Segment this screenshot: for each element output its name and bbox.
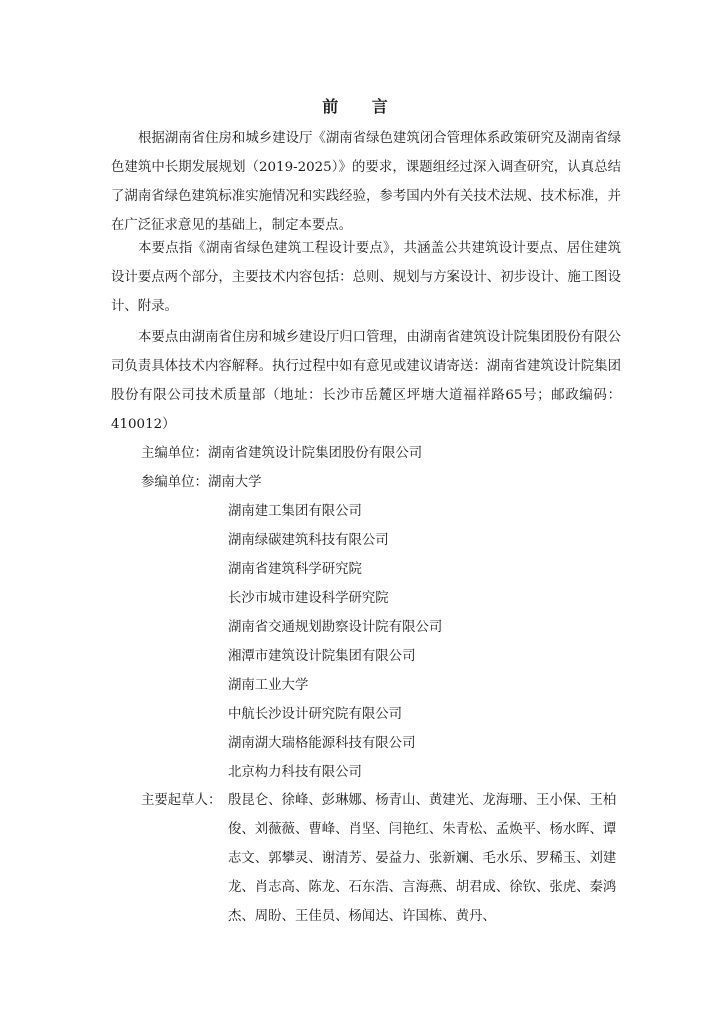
chief-editor-value: 湖南省建筑设计院集团股份有限公司 <box>207 446 423 461</box>
co-editor-item: 湖南省建筑科学研究院 <box>228 562 362 577</box>
co-editor-item: 长沙市城市建设科学研究院 <box>228 591 389 606</box>
co-editor-label: 参编单位： <box>141 475 208 490</box>
co-editor-item: 北京构力科技有限公司 <box>228 765 362 780</box>
chief-editor-label: 主编单位： <box>141 446 208 461</box>
co-editor-item: 湖南工业大学 <box>228 678 309 693</box>
co-editor-item: 湘潭市建筑设计院集团有限公司 <box>228 649 416 664</box>
co-editor-item: 湖南建工集团有限公司 <box>228 504 362 519</box>
drafters-label: 主要起草人： <box>141 793 222 808</box>
paragraph-scope: 本要点指《湖南省绿色建筑工程设计要点》，共涵盖公共建筑设计要点、居住建筑设计要点两个部分，主要技术内容包括：总则、规划与方案设计、初步设计、施工图设计、附录。 <box>111 241 621 314</box>
co-editor-item: 湖南绿碳建筑科技有限公司 <box>228 533 389 548</box>
co-editor-list <box>228 497 442 787</box>
co-editor-item: 湖南湖大瑞格能源科技有限公司 <box>228 736 416 751</box>
co-editor-item: 中航长沙设计研究院有限公司 <box>228 707 403 722</box>
drafters-names: 殷昆仑、徐峰、彭琳娜、杨青山、黄建光、龙海珊、王小保、王柏俊、刘薇薇、曹峰、肖坚、闫艳红、朱青松、孟焕平、杨水晖、谭志文、郭攀灵、谢清芳、晏益力、张新斓、毛水乐、罗稀玉、刘建龙、肖志高、陈龙、石东浩、言海燕、胡君成、徐钦、张虎、秦鸿杰、周盼、王佳员、杨闻达、许国栋、黄丹、 <box>228 793 617 924</box>
chief-editor-line <box>141 439 422 468</box>
co-editor-item: 湖南省交通规划勘察设计院有限公司 <box>228 620 443 635</box>
co-editor-first: 湖南大学 <box>207 475 262 490</box>
co-editor-line <box>141 468 262 497</box>
paragraph-origin: 根据湖南省住房和城乡建设厅《湖南省绿色建筑闭合管理体系政策研究及湖南省绿色建筑中长期发展规划（2019-2025）》的要求，课题组经过深入调查研究，认真总结了湖南省绿色建筑标准实施情况和实践经验，参考国内外有关技术法规、技术标准，并在广泛征求意见的基础上，制定本要点。 <box>111 131 621 233</box>
paragraph-management: 本要点由湖南省住房和城乡建设厅归口管理，由湖南省建筑设计院集团股份有限公司负责具体技术内容解释。执行过程中如有意见或建议请寄送：湖南省建筑设计院集团股份有限公司技术质量部（地址：长沙市岳麓区坪塘大道福祥路65号；邮政编码：410012） <box>111 330 621 432</box>
page-title: 前 言 <box>322 97 402 116</box>
